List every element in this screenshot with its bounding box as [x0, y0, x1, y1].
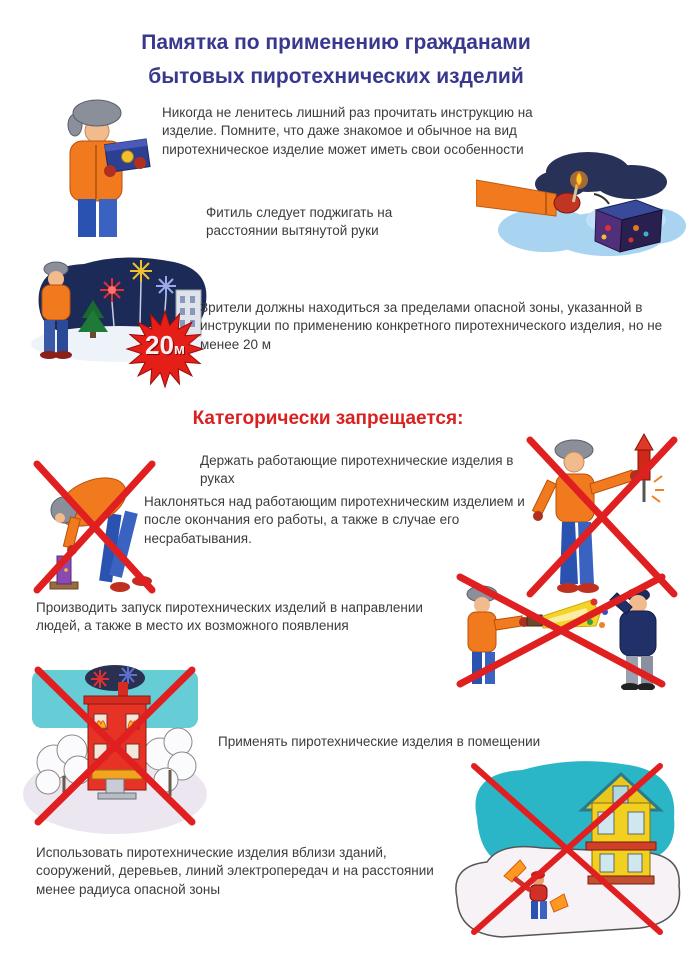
- prohibition-cross-icon: [530, 440, 674, 594]
- no-indoor-drawing: [20, 658, 210, 834]
- firework-burst-icon: [119, 666, 137, 684]
- rule-no-use-near-buildings: Использовать пиротехнические изделия вблизи зданий, сооружений, деревьев, линий электропередач и на расстоянии менее радиуса опасной зоны: [36, 845, 434, 897]
- illustration-no-indoor-use: [20, 658, 210, 834]
- rule-spectators-distance: Зрители должны находиться за пределами опасной зоны, указанной в инструкции по применению конкретного пиротехнического изделия, но не менее 20 м: [200, 300, 663, 352]
- rule-no-aiming-at-people: Производить запуск пиротехнических изделий в направлении людей, а также в место их возможного появления: [36, 600, 423, 634]
- no-leaning-drawing: [28, 448, 162, 600]
- illustration-no-aiming: [430, 572, 692, 690]
- rule-read-instructions: Никогда не ленитесь лишний раз прочитать инструкцию на изделие. Помните, что даже знакомое и обычное на вид пиротехническое изделие может иметь свои особенности: [162, 105, 533, 157]
- distance-unit: м: [173, 341, 186, 358]
- near-buildings-drawing: [442, 748, 694, 948]
- firework-burst-yellow-icon: [130, 260, 152, 282]
- distance-badge-text: [124, 332, 206, 358]
- rule-no-leaning: Наклоняться над работающим пиротехническим изделием и после окончания его работы, а также в случае его несрабатывания.: [144, 494, 525, 546]
- prohibited-heading: Категорически запрещается:: [192, 408, 464, 429]
- illustration-light-fuse: [476, 142, 692, 260]
- illustration-no-leaning: [28, 448, 162, 600]
- rule-no-holding: Держать работающие пиротехнические изделия в руках: [200, 453, 514, 487]
- distance-value: 20: [144, 330, 174, 360]
- rule-no-indoor-use: Применять пиротехнические изделия в помещении: [218, 734, 541, 749]
- firework-burst-blue-icon: [156, 276, 176, 296]
- no-aiming-drawing: [430, 572, 692, 690]
- read-instructions-drawing: [42, 93, 160, 241]
- firework-burst-icon: [91, 670, 109, 688]
- rule-light-fuse: Фитиль следует поджигать на расстоянии вытянутой руки: [206, 205, 393, 239]
- illustration-read-instructions: [42, 93, 160, 241]
- page-title: [0, 26, 672, 93]
- page-title-line1: Памятка по применению гражданами: [141, 31, 531, 54]
- light-fuse-drawing: [476, 142, 692, 260]
- distance-badge: [124, 308, 206, 390]
- sparks-icon: [652, 476, 664, 502]
- illustration-no-use-near-buildings: [442, 748, 694, 948]
- illustration-spectators-distance: [24, 252, 210, 380]
- page-title-line2: бытовых пиротехнических изделий: [148, 64, 524, 88]
